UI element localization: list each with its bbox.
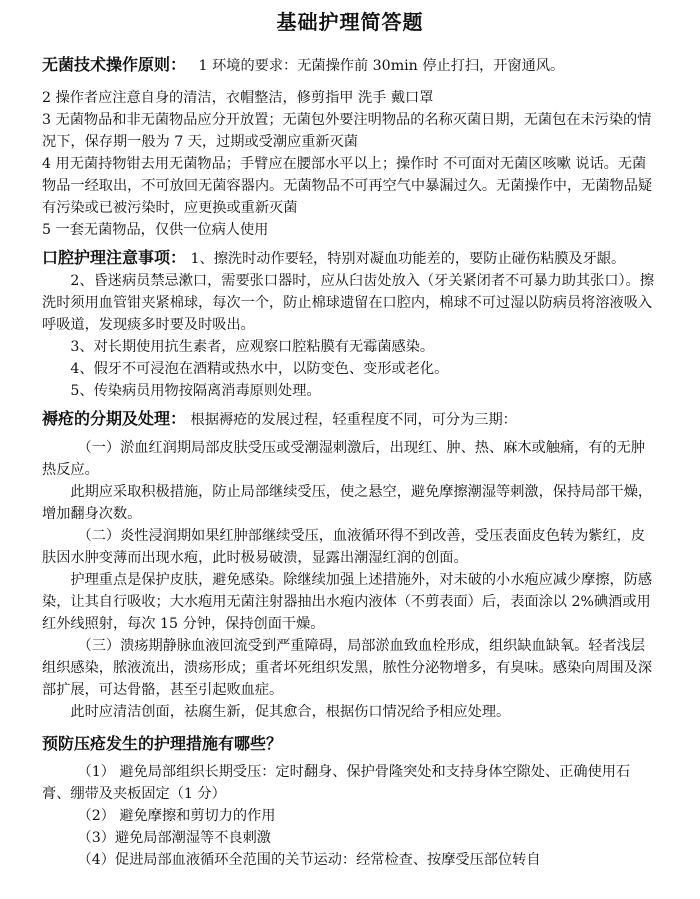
document-title: 基础护理简答题 xyxy=(276,10,424,34)
bedsore-lead-paragraph xyxy=(42,408,658,431)
bedsore-stage-3: （三）溃疡期静脉血液回流受到严重障碍，局部淤血致血栓形成，组织缺血缺氧。轻者浅层组织感染，脓液流出，溃疡形成；重者坏死组织发黑，脓性分泌物增多，有臭味。感染向周围及深部扩展，可达骨骼，甚至引起败血症。 xyxy=(42,638,653,698)
oral-item-1: 1、擦洗时动作要轻，特别对凝血功能差的，要防止碰伤粘膜及牙龈。 xyxy=(190,251,626,267)
section-aseptic xyxy=(42,54,658,241)
aseptic-item-3: 3 无菌物品和非无菌物品应分开放置；无菌包外要注明物品的名称灭菌日期，无菌包在未污染的情况下，保存期一般为 7 天，过期或受潮应重新灭菌 xyxy=(42,112,652,150)
section-prevention xyxy=(42,733,658,871)
oral-item-3: 3、对长期使用抗生素者，应观察口腔粘膜有无霉菌感染。 xyxy=(70,339,435,355)
aseptic-heading: 无菌技术操作原则： xyxy=(42,55,187,74)
prevention-heading: 预防压疮发生的护理措施有哪些？ xyxy=(42,734,283,753)
aseptic-item-1: 1 环境的要求：无菌操作前 30min 停止打扫，开窗通风。 xyxy=(198,58,565,74)
bedsore-stage-2-care: 护理重点是保护皮肤，避免感染。除继续加强上述措施外，对未破的小水疱应减少摩擦，防感染，让其自行吸收；大水疱用无菌注射器抽出水疱内液体（不剪表面）后，表面涂以 2%碘酒或用红外线照射，每次 15 分钟，保持创面干燥。 xyxy=(42,572,653,632)
bedsore-stage-1-care: 此期应采取积极措施，防止局部继续受压，使之悬空，避免摩擦潮湿等刺激，保持局部干燥，增加翻身次数。 xyxy=(42,484,653,522)
bedsore-heading: 褥疮的分期及处理： xyxy=(42,409,187,428)
aseptic-item-4: 4 用无菌持物钳去用无菌物品；手臂应在腰部水平以上；操作时 不可面对无菌区咳嗽 说话。无菌物品一经取出，不可放回无菌容器内。无菌物品不可再空气中暴漏过久。无菌操作中，无菌物品疑有污染或已被污染时，应更换或重新灭菌 xyxy=(42,156,653,216)
bedsore-lead: 根据褥疮的发展过程，轻重程度不同，可分为三期： xyxy=(190,412,517,428)
aseptic-lead-paragraph xyxy=(42,54,658,77)
oral-item-2: 2、昏迷病员禁忌漱口，需要张口器时，应从臼齿处放入（牙关紧闭者不可暴力助其张口）。擦洗时须用血管钳夹紧棉球，每次一个，防止棉球遗留在口腔内，棉球不可过湿以防病员将溶液吸入呼吸道，发现痰多时要及时吸出。 xyxy=(42,273,655,333)
section-oral-care xyxy=(42,247,658,402)
prevention-item-4: （4）促进局部血液循环全范围的关节运动：经常检查、按摩受压部位转自 xyxy=(77,852,541,868)
prevention-item-1: （1） 避免局部组织长期受压：定时翻身、保护骨隆突处和支持身体空隙处、正确使用石膏、绷带及夹板固定（1 分） xyxy=(42,764,631,802)
aseptic-item-2: 2 操作者应注意自身的清洁，衣帽整洁，修剪指甲 洗手 戴口罩 xyxy=(42,90,434,106)
oral-heading: 口腔护理注意事项： xyxy=(42,248,187,267)
bedsore-stage-2: （二）炎性浸润期如果红肿部继续受压，血液循环得不到改善，受压表面皮色转为紫红，皮肤因水肿变薄而出现水疱，此时极易破溃，显露出潮湿红润的创面。 xyxy=(42,528,646,566)
bedsore-stage-3-care: 此时应清洁创面，祛腐生新，促其愈合，根据伤口情况给予相应处理。 xyxy=(70,704,511,720)
oral-item-4: 4、假牙不可浸泡在酒精或热水中，以防变色、变形或老化。 xyxy=(70,361,449,377)
prevention-item-3: （3）避免局部潮湿等不良刺激 xyxy=(77,830,271,846)
bedsore-stage-1: （一）淤血红润期局部皮肤受压或受潮湿刺激后，出现红、肿、热、麻木或触痛，有的无肿热反应。 xyxy=(42,440,646,478)
oral-lead-paragraph xyxy=(42,247,658,270)
section-bedsore xyxy=(42,408,658,723)
oral-item-5: 5、传染病员用物按隔离消毒原则处理。 xyxy=(70,383,321,399)
aseptic-item-5: 5 一套无菌物品，仅供一位病人使用 xyxy=(42,222,269,238)
prevention-item-2: （2） 避免摩擦和剪切力的作用 xyxy=(77,808,276,824)
